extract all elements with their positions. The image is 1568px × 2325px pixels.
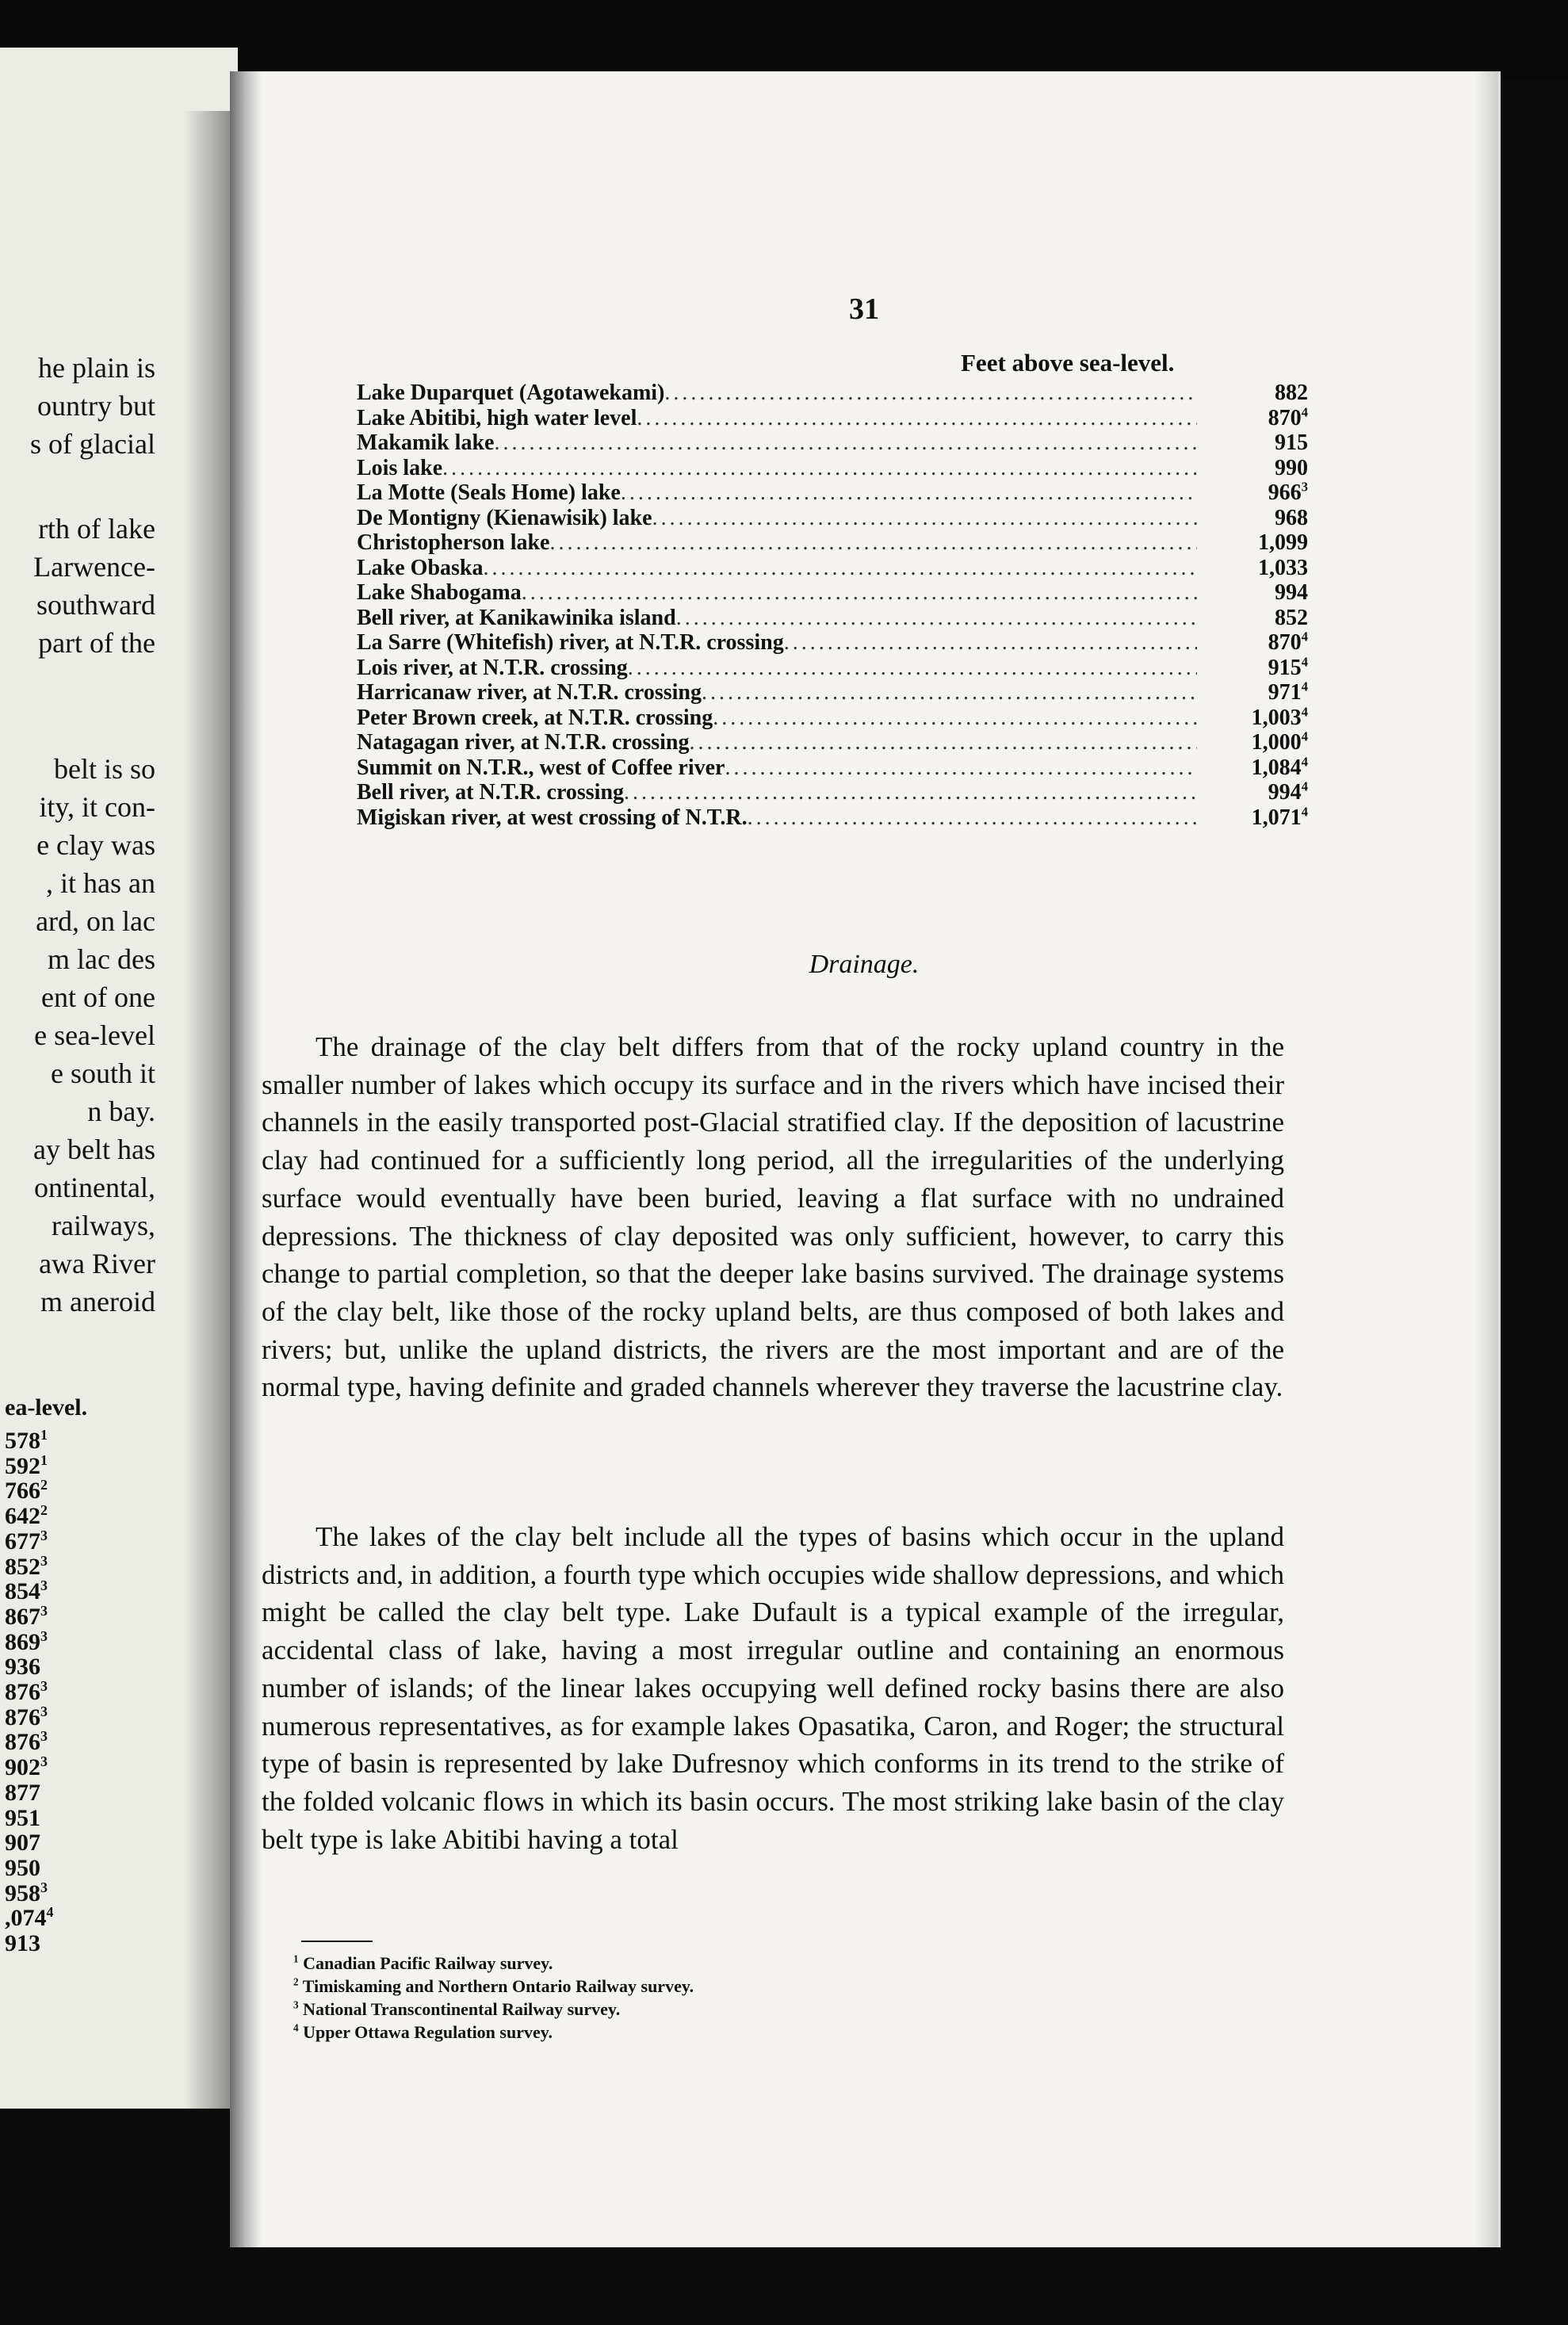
left-page-elevation bbox=[5, 1504, 48, 1529]
elevation-value: 852 bbox=[5, 1553, 40, 1580]
lake-name: Bell river, at Kanikawinika island bbox=[357, 605, 676, 630]
lake-elevation bbox=[1197, 706, 1308, 731]
left-page-line: southward bbox=[36, 589, 155, 621]
elevation-value: 578 bbox=[5, 1428, 40, 1454]
lake-name: Peter Brown creek, at N.T.R. crossing bbox=[357, 705, 713, 730]
footnote-marker: 3 bbox=[40, 1879, 48, 1895]
elevation-value: 913 bbox=[5, 1930, 40, 1956]
dot-leader bbox=[713, 706, 1197, 731]
left-page-elevation bbox=[5, 1780, 40, 1806]
lake-row bbox=[357, 406, 1308, 431]
dot-leader bbox=[628, 656, 1197, 681]
lake-name: Bell river, at N.T.R. crossing bbox=[357, 780, 625, 805]
left-page-elevation bbox=[5, 1627, 48, 1655]
lake-row bbox=[357, 780, 1308, 805]
lake-row bbox=[357, 755, 1308, 781]
lake-row bbox=[357, 706, 1308, 731]
elevation-value: 915 bbox=[1268, 655, 1302, 680]
dot-leader bbox=[442, 456, 1197, 481]
lake-row bbox=[357, 805, 1308, 831]
footnote-marker: 3 bbox=[1301, 479, 1308, 495]
left-page-elevation bbox=[5, 1906, 54, 1931]
elevation-value: 876 bbox=[5, 1704, 40, 1730]
lake-row bbox=[357, 730, 1308, 755]
footnote-marker: 4 bbox=[1301, 804, 1308, 820]
dot-leader bbox=[484, 556, 1198, 581]
footnote-marker: 4 bbox=[1301, 654, 1308, 670]
footnote-rule bbox=[301, 1941, 373, 1942]
dot-leader bbox=[624, 780, 1197, 805]
left-page-elevation bbox=[5, 1579, 48, 1604]
lake-name: Lois river, at N.T.R. crossing bbox=[357, 655, 628, 680]
lake-name: Lois lake bbox=[357, 455, 443, 480]
lake-row bbox=[357, 580, 1308, 606]
footnote-marker: 2 bbox=[293, 1975, 299, 1988]
footnote-marker: 4 bbox=[1301, 679, 1308, 694]
elevation-value: 1,003 bbox=[1251, 705, 1302, 730]
footnote-marker: 3 bbox=[40, 1577, 48, 1594]
lake-row bbox=[357, 680, 1308, 706]
footnote-marker: 3 bbox=[40, 1552, 48, 1569]
footnote-marker: 1 bbox=[40, 1451, 48, 1468]
lake-name: La Sarre (Whitefish) river, at N.T.R. crossing bbox=[357, 630, 784, 655]
elevation-value: 971 bbox=[1268, 680, 1302, 705]
lake-elevation bbox=[1197, 480, 1308, 506]
gutter-shadow bbox=[230, 71, 262, 2247]
left-page-elevation bbox=[5, 1856, 40, 1881]
lake-name: Harricanaw river, at N.T.R. crossing bbox=[357, 680, 702, 705]
elevation-value: 870 bbox=[1268, 405, 1302, 430]
footnote-marker: 3 bbox=[40, 1627, 48, 1644]
left-page-elevation bbox=[5, 1830, 40, 1856]
footnote-marker: 3 bbox=[293, 1998, 299, 2011]
left-page-line: Larwence- bbox=[33, 551, 155, 583]
left-page-elevation bbox=[5, 1451, 48, 1479]
elevation-value: 968 bbox=[1275, 505, 1308, 530]
footnote bbox=[293, 2021, 694, 2044]
lake-row bbox=[357, 556, 1308, 581]
footnote-marker: 4 bbox=[1301, 704, 1308, 720]
footnote-text: National Transcontinental Railway survey. bbox=[303, 1999, 621, 2019]
elevation-value: 994 bbox=[1268, 780, 1302, 805]
dot-leader bbox=[689, 730, 1197, 755]
elevation-value: 966 bbox=[1268, 480, 1302, 505]
footnote-marker: 4 bbox=[1301, 728, 1308, 744]
left-page-elevation bbox=[5, 1806, 40, 1831]
footnote-marker: 3 bbox=[40, 1602, 48, 1619]
lake-elevation bbox=[1197, 606, 1308, 631]
left-page-line: belt is so bbox=[53, 753, 155, 785]
left-page-line: awa River bbox=[39, 1248, 155, 1279]
left-page-elevation bbox=[5, 1604, 48, 1630]
footnotes bbox=[293, 1952, 694, 2044]
elevation-value: 958 bbox=[5, 1880, 40, 1906]
dot-leader bbox=[621, 480, 1197, 506]
lake-elevation bbox=[1197, 506, 1308, 531]
elevation-column-heading: Feet above sea-level. bbox=[961, 349, 1175, 377]
left-page-line: s of glacial bbox=[30, 428, 155, 460]
dot-leader bbox=[664, 380, 1197, 406]
footnote-text: Upper Ottawa Regulation survey. bbox=[303, 2022, 553, 2042]
left-page-line: railways, bbox=[52, 1210, 155, 1241]
left-page-line: ard, on lac bbox=[36, 905, 155, 937]
left-page-line: e clay was bbox=[36, 829, 155, 861]
dot-leader bbox=[637, 406, 1197, 431]
lake-elevation bbox=[1197, 430, 1308, 456]
elevation-value: 852 bbox=[1275, 605, 1308, 630]
lake-elevation bbox=[1197, 755, 1308, 781]
footnote-text: Canadian Pacific Railway survey. bbox=[303, 1953, 553, 1973]
lake-elevation bbox=[1197, 680, 1308, 706]
left-page-elevation bbox=[5, 1755, 48, 1780]
elevation-value: 876 bbox=[5, 1729, 40, 1756]
dot-leader bbox=[748, 805, 1197, 831]
lake-elevation bbox=[1197, 556, 1308, 581]
footnote-marker: 2 bbox=[40, 1477, 48, 1493]
section-title: Drainage. bbox=[809, 950, 920, 979]
footnote-marker: 3 bbox=[40, 1678, 48, 1694]
elevation-value: 677 bbox=[5, 1528, 40, 1554]
left-page-elevation bbox=[5, 1654, 40, 1680]
lake-elevation bbox=[1197, 630, 1308, 656]
elevation-value: 642 bbox=[5, 1503, 40, 1530]
footnote bbox=[293, 1975, 694, 1998]
lake-name: Lake Abitibi, high water level bbox=[357, 405, 637, 430]
lake-elevation bbox=[1197, 730, 1308, 755]
elevation-value: ,074 bbox=[5, 1905, 47, 1932]
lake-row bbox=[357, 456, 1308, 481]
left-page-elevation bbox=[5, 1428, 48, 1454]
elevation-value: 951 bbox=[5, 1804, 40, 1831]
footnote-marker: 3 bbox=[40, 1703, 48, 1719]
left-page-line: he plain is bbox=[38, 352, 155, 384]
footnote bbox=[293, 1952, 694, 1975]
footnote-marker: 4 bbox=[1301, 754, 1308, 770]
footnote-marker: 4 bbox=[1301, 404, 1308, 420]
lake-name: Lake Shabogama bbox=[357, 580, 522, 605]
footnote-marker: 4 bbox=[1301, 778, 1308, 794]
elevation-value: 869 bbox=[5, 1628, 40, 1655]
lake-row bbox=[357, 506, 1308, 531]
dot-leader bbox=[784, 630, 1197, 656]
left-page-line: e south it bbox=[51, 1057, 155, 1089]
lake-elevation bbox=[1197, 380, 1308, 406]
elevation-value: 882 bbox=[1275, 380, 1308, 405]
lake-name: Lake Duparquet (Agotawekami) bbox=[357, 380, 665, 405]
elevation-value: 1,033 bbox=[1258, 555, 1308, 580]
elevation-value: 870 bbox=[1268, 630, 1302, 655]
left-facing-page bbox=[0, 48, 238, 2109]
elevation-value: 994 bbox=[1275, 580, 1308, 605]
left-page-line: rth of lake bbox=[38, 513, 155, 545]
elevation-value: 1,099 bbox=[1258, 530, 1308, 555]
elevation-value: 1,000 bbox=[1251, 730, 1302, 755]
dot-leader bbox=[725, 755, 1198, 781]
dot-leader bbox=[652, 506, 1197, 531]
lake-row bbox=[357, 380, 1308, 406]
left-page-line: m aneroid bbox=[40, 1286, 155, 1317]
footnote bbox=[293, 1998, 694, 2021]
footnote-marker: 3 bbox=[40, 1753, 48, 1770]
footnote-marker: 1 bbox=[293, 1952, 299, 1965]
lake-elevation bbox=[1197, 656, 1308, 681]
lake-row bbox=[357, 480, 1308, 506]
lake-name: De Montigny (Kienawisik) lake bbox=[357, 505, 652, 530]
elevation-value: 950 bbox=[5, 1854, 40, 1881]
page-edge bbox=[1474, 71, 1498, 2247]
left-page-line: ay belt has bbox=[33, 1134, 155, 1165]
left-page-line: m lac des bbox=[48, 943, 155, 975]
elevation-value: 867 bbox=[5, 1603, 40, 1630]
left-page-line: n bay. bbox=[87, 1096, 155, 1127]
paragraph: The lakes of the clay belt include all the types of basins which occur in the upland districts and, in addition, a fourth type which occupies wide shallow depressions, and which might be called the clay belt type. Lake Dufault is a typical example of the irregular, accidental class of lake, having a most irregular outline and containing an enormous number of islands; of the linear lakes occupying well defined rocky basins there are also numerous representatives, as for example lakes Opasatika, Caron, and Roger; the structural type of basin is represented by lake Dufresnoy which conforms in its trend to the strike of the folded volcanic flows in which its basin occurs. The most striking lake basin of the clay belt type is lake Abitibi having a total bbox=[262, 1521, 1284, 1855]
lake-elevation bbox=[1197, 580, 1308, 606]
lake-row bbox=[357, 656, 1308, 681]
lake-name: Migiskan river, at west crossing of N.T.R. bbox=[357, 805, 748, 830]
paragraph: The drainage of the clay belt differs from that of the rocky upland country in the smaller number of lakes which occupy its surface and in the rivers which have incised their channels in the easily transported post-Glacial stratified clay. If the deposition of lacustrine clay had continued for a sufficiently long period, all the irregularities of the underlying surface would eventually have been buried, leaving a flat surface with no undrained depressions. The thickness of clay deposited was only sufficient, however, to carry this change to partial completion, so that the deeper lake basins survived. The drainage systems of the clay belt, like those of the rocky upland belts, are thus composed of both lakes and rivers; but, unlike the upland districts, the rivers are the most important and are of the normal type, having definite and graded channels wherever they traverse the lacustrine clay. bbox=[262, 1031, 1284, 1403]
left-page-elevation bbox=[5, 1730, 48, 1755]
page-number: 31 bbox=[849, 293, 879, 326]
elevation-value: 1,071 bbox=[1251, 805, 1302, 830]
lake-name: La Motte (Seals Home) lake bbox=[357, 480, 621, 505]
left-page-line: , it has an bbox=[46, 867, 155, 899]
lake-name: Summit on N.T.R., west of Coffee river bbox=[357, 755, 725, 780]
lake-elevation bbox=[1197, 406, 1308, 431]
lake-elevation bbox=[1197, 456, 1308, 481]
lake-row bbox=[357, 630, 1308, 656]
lake-name: Lake Obaska bbox=[357, 555, 484, 580]
footnote-marker: 4 bbox=[293, 2021, 299, 2034]
lake-elevation bbox=[1197, 780, 1308, 805]
lake-row bbox=[357, 606, 1308, 631]
left-page-line: ent of one bbox=[41, 981, 155, 1013]
dot-leader bbox=[522, 580, 1197, 606]
elevation-value: 876 bbox=[5, 1679, 40, 1705]
footnote-marker: 4 bbox=[1301, 629, 1308, 644]
footnote-marker: 4 bbox=[46, 1904, 54, 1921]
left-page-table-heading: ea-level. bbox=[5, 1394, 88, 1421]
left-page-line: ity, it con- bbox=[39, 791, 155, 823]
elevation-value: 877 bbox=[5, 1779, 40, 1806]
elevation-value: 592 bbox=[5, 1452, 40, 1479]
lake-row bbox=[357, 530, 1308, 556]
footnote-marker: 2 bbox=[40, 1502, 48, 1519]
lake-name: Natagagan river, at N.T.R. crossing bbox=[357, 730, 690, 755]
left-page-elevation bbox=[5, 1529, 48, 1554]
elevation-value: 766 bbox=[5, 1478, 40, 1505]
left-page-elevation bbox=[5, 1931, 40, 1956]
dot-leader bbox=[676, 606, 1197, 631]
lake-name: Makamik lake bbox=[357, 430, 495, 455]
lake-row bbox=[357, 430, 1308, 456]
elevation-value: 902 bbox=[5, 1754, 40, 1781]
left-page-line: part of the bbox=[38, 627, 155, 659]
footnote-text: Timiskaming and Northern Ontario Railway survey. bbox=[302, 1976, 694, 1996]
elevation-value: 915 bbox=[1275, 430, 1308, 455]
elevation-value: 907 bbox=[5, 1830, 40, 1857]
dot-leader bbox=[702, 680, 1197, 706]
footnote-marker: 1 bbox=[40, 1427, 48, 1443]
left-page-elevation bbox=[5, 1680, 48, 1705]
left-page-line: ontinental, bbox=[34, 1172, 155, 1203]
lake-elevation bbox=[1197, 805, 1308, 831]
lake-elevation bbox=[1197, 530, 1308, 556]
elevation-value: 1,084 bbox=[1251, 755, 1302, 780]
elevation-value: 990 bbox=[1275, 455, 1308, 480]
dot-leader bbox=[494, 430, 1197, 456]
page-31 bbox=[230, 71, 1501, 2247]
dot-leader bbox=[549, 530, 1197, 556]
lake-elevation-table bbox=[357, 380, 1308, 830]
footnote-marker: 3 bbox=[40, 1527, 48, 1543]
footnote-marker: 3 bbox=[40, 1728, 48, 1745]
elevation-value: 854 bbox=[5, 1578, 40, 1605]
left-page-elevation bbox=[5, 1478, 48, 1504]
left-page-line: ountry but bbox=[37, 390, 155, 422]
left-page-elevation bbox=[5, 1554, 48, 1580]
left-page-line: e sea-level bbox=[34, 1019, 155, 1051]
left-page-elevation bbox=[5, 1705, 48, 1730]
elevation-value: 936 bbox=[5, 1654, 40, 1681]
left-page-elevation bbox=[5, 1881, 48, 1906]
lake-name: Christopherson lake bbox=[357, 530, 550, 555]
